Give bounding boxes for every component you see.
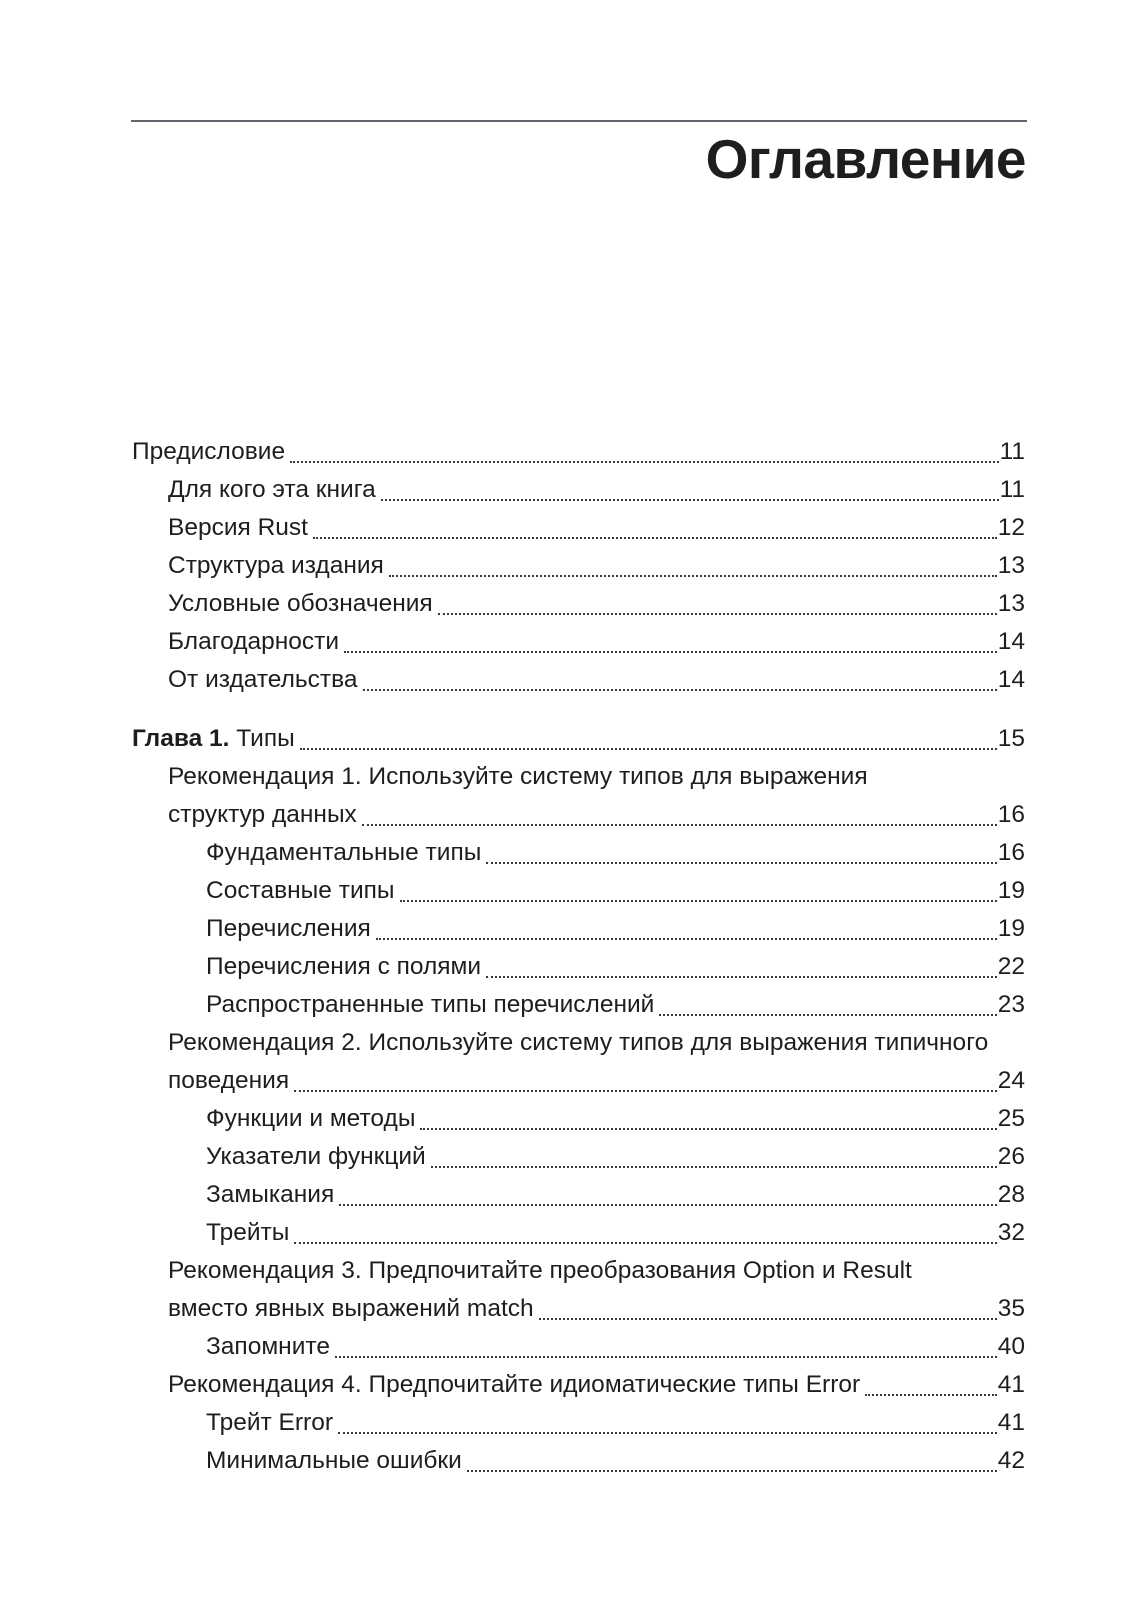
toc-entry-label: Указатели функций — [206, 1143, 426, 1170]
toc-entry-line — [168, 661, 1025, 699]
toc-dot-leader — [294, 1090, 997, 1092]
toc-entry-line — [206, 834, 1025, 872]
toc-entry-label: Структура издания — [168, 552, 384, 579]
toc-entry — [132, 1404, 1025, 1442]
toc-page-number: 41 — [997, 1409, 1025, 1436]
toc-entry — [132, 986, 1025, 1024]
toc-entry-label: Составные типы — [206, 877, 395, 904]
toc-entry — [132, 1176, 1025, 1214]
toc-entry-label: поведения — [168, 1067, 290, 1094]
toc-entry-label: структур данных — [168, 801, 357, 828]
toc-dot-leader — [294, 1242, 996, 1244]
toc-entry-label: Минимальные ошибки — [206, 1447, 462, 1474]
toc-entry-label: Функции и методы — [206, 1105, 416, 1132]
toc-entry-label: Перечисления с полями — [206, 953, 482, 980]
toc-entry — [132, 948, 1025, 986]
toc-dot-leader — [339, 1204, 996, 1206]
toc-entry-line — [206, 986, 1025, 1024]
toc-dot-leader — [431, 1166, 997, 1168]
toc-page-number: 13 — [997, 552, 1025, 579]
toc-entry — [132, 509, 1025, 547]
toc-entry-line — [206, 1328, 1025, 1366]
toc-entry-label: Фундаментальные типы — [206, 839, 482, 866]
toc-entry-label: Рекомендация 1. Используйте систему типов для выражения — [168, 763, 868, 790]
toc-dot-leader — [363, 689, 997, 691]
toc-entry-label: От издательства — [168, 666, 358, 693]
toc-entry-label: Предисловие — [132, 438, 286, 465]
toc-page-number: 11 — [999, 438, 1025, 465]
toc-entry — [132, 585, 1025, 623]
toc-dot-leader — [438, 613, 997, 615]
toc-dot-leader — [486, 862, 996, 864]
toc-dot-leader — [486, 976, 997, 978]
toc-entry-label: вместо явных выражений match — [168, 1295, 534, 1322]
toc-entry — [132, 1366, 1025, 1404]
toc-entry-line — [168, 585, 1025, 623]
toc-entry-label: Трейты — [206, 1219, 290, 1246]
toc-entry-line — [206, 872, 1025, 910]
toc-list — [132, 433, 1025, 1480]
toc-entry-chapter — [132, 720, 1025, 758]
toc-entry-label: Рекомендация 3. Предпочитайте преобразования Option и Result — [168, 1257, 912, 1284]
toc-entry-line — [206, 1176, 1025, 1214]
toc-entry-label: Глава 1. Типы — [132, 725, 295, 752]
toc-entry-line — [206, 1404, 1025, 1442]
toc-entry-line — [132, 433, 1025, 471]
toc-dot-leader — [467, 1470, 997, 1472]
toc-entry-line — [168, 1024, 1025, 1062]
toc-entry-line — [206, 1138, 1025, 1176]
toc-entry-label: Версия Rust — [168, 514, 308, 541]
toc-entry-line — [168, 1252, 1025, 1290]
toc-entry-label: Для кого эта книга — [168, 476, 376, 503]
toc-dot-leader — [344, 651, 997, 653]
toc-entry-label: Запомните — [206, 1333, 330, 1360]
toc-page-number: 14 — [997, 628, 1025, 655]
toc-entry-label: Распространенные типы перечислений — [206, 991, 655, 1018]
toc-entry — [132, 433, 1025, 471]
page-title: Оглавление — [705, 128, 1026, 190]
toc-page-number: 22 — [997, 953, 1025, 980]
toc-entry — [132, 661, 1025, 699]
toc-entry-line — [206, 1442, 1025, 1480]
toc-dot-leader — [400, 900, 997, 902]
toc-dot-leader — [389, 575, 997, 577]
toc-entry-line — [168, 758, 1025, 796]
toc-entry-line — [206, 948, 1025, 986]
toc-entry — [132, 872, 1025, 910]
toc-dot-leader — [539, 1318, 997, 1320]
toc-entry — [132, 1100, 1025, 1138]
toc-page-number: 25 — [997, 1105, 1025, 1132]
toc-dot-leader — [335, 1356, 997, 1358]
toc-page-number: 23 — [997, 991, 1025, 1018]
toc-entry-line — [206, 910, 1025, 948]
toc-dot-leader — [381, 499, 999, 501]
toc-page-number: 35 — [997, 1295, 1025, 1322]
toc-dot-leader — [290, 461, 998, 463]
toc-entry-line — [168, 547, 1025, 585]
toc-page-number: 19 — [997, 877, 1025, 904]
toc-dot-leader — [420, 1128, 996, 1130]
toc-entry-line — [168, 509, 1025, 547]
toc-dot-leader — [865, 1394, 997, 1396]
toc-chapter-prefix: Глава 1. — [132, 725, 230, 752]
toc-entry — [132, 1252, 1025, 1328]
toc-entry-line — [168, 796, 1025, 834]
toc-page-number: 15 — [997, 725, 1025, 752]
toc-entry-line — [168, 1062, 1025, 1100]
toc-page-number: 14 — [997, 666, 1025, 693]
toc-entry — [132, 547, 1025, 585]
toc-entry-line — [206, 1100, 1025, 1138]
toc-entry-label: Благодарности — [168, 628, 340, 655]
toc-entry-label: Рекомендация 4. Предпочитайте идиоматические типы Error — [168, 1371, 861, 1398]
toc-entry-line — [168, 623, 1025, 661]
toc-page-number: 16 — [997, 839, 1025, 866]
toc-page-number: 26 — [997, 1143, 1025, 1170]
toc-dot-leader — [362, 824, 997, 826]
toc-page-number: 11 — [999, 476, 1025, 503]
toc-page-number: 40 — [997, 1333, 1025, 1360]
toc-entry-label: Перечисления — [206, 915, 371, 942]
toc-entry-label: Трейт Error — [206, 1409, 333, 1436]
toc-entry-label: Замыкания — [206, 1181, 335, 1208]
toc-entry — [132, 1328, 1025, 1366]
toc-entry — [132, 910, 1025, 948]
toc-page-number: 19 — [997, 915, 1025, 942]
toc-page-number: 24 — [997, 1067, 1025, 1094]
toc-page-number: 32 — [997, 1219, 1025, 1246]
toc-entry-line — [132, 720, 1025, 758]
toc-entry-label: Условные обозначения — [168, 590, 433, 617]
toc-page-number: 12 — [997, 514, 1025, 541]
toc-entry — [132, 623, 1025, 661]
toc-dot-leader — [376, 938, 997, 940]
toc-entry-line — [168, 1366, 1025, 1404]
toc-entry-line — [168, 471, 1025, 509]
header-rule — [131, 120, 1027, 122]
toc-page-number: 28 — [997, 1181, 1025, 1208]
toc-page-number: 41 — [997, 1371, 1025, 1398]
toc-dot-leader — [338, 1432, 997, 1434]
toc-entry — [132, 1442, 1025, 1480]
toc-entry — [132, 471, 1025, 509]
toc-dot-leader — [300, 748, 997, 750]
toc-dot-leader — [659, 1014, 996, 1016]
toc-entry — [132, 1138, 1025, 1176]
toc-page-number: 13 — [997, 590, 1025, 617]
toc-entry — [132, 758, 1025, 834]
toc-entry — [132, 1024, 1025, 1100]
toc-dot-leader — [313, 537, 997, 539]
toc-page-number: 42 — [997, 1447, 1025, 1474]
toc-entry — [132, 1214, 1025, 1252]
toc-entry — [132, 834, 1025, 872]
toc-entry-label: Рекомендация 2. Используйте систему типов для выражения типичного — [168, 1029, 989, 1056]
toc-entry-line — [206, 1214, 1025, 1252]
toc-page-number: 16 — [997, 801, 1025, 828]
toc-entry-line — [168, 1290, 1025, 1328]
